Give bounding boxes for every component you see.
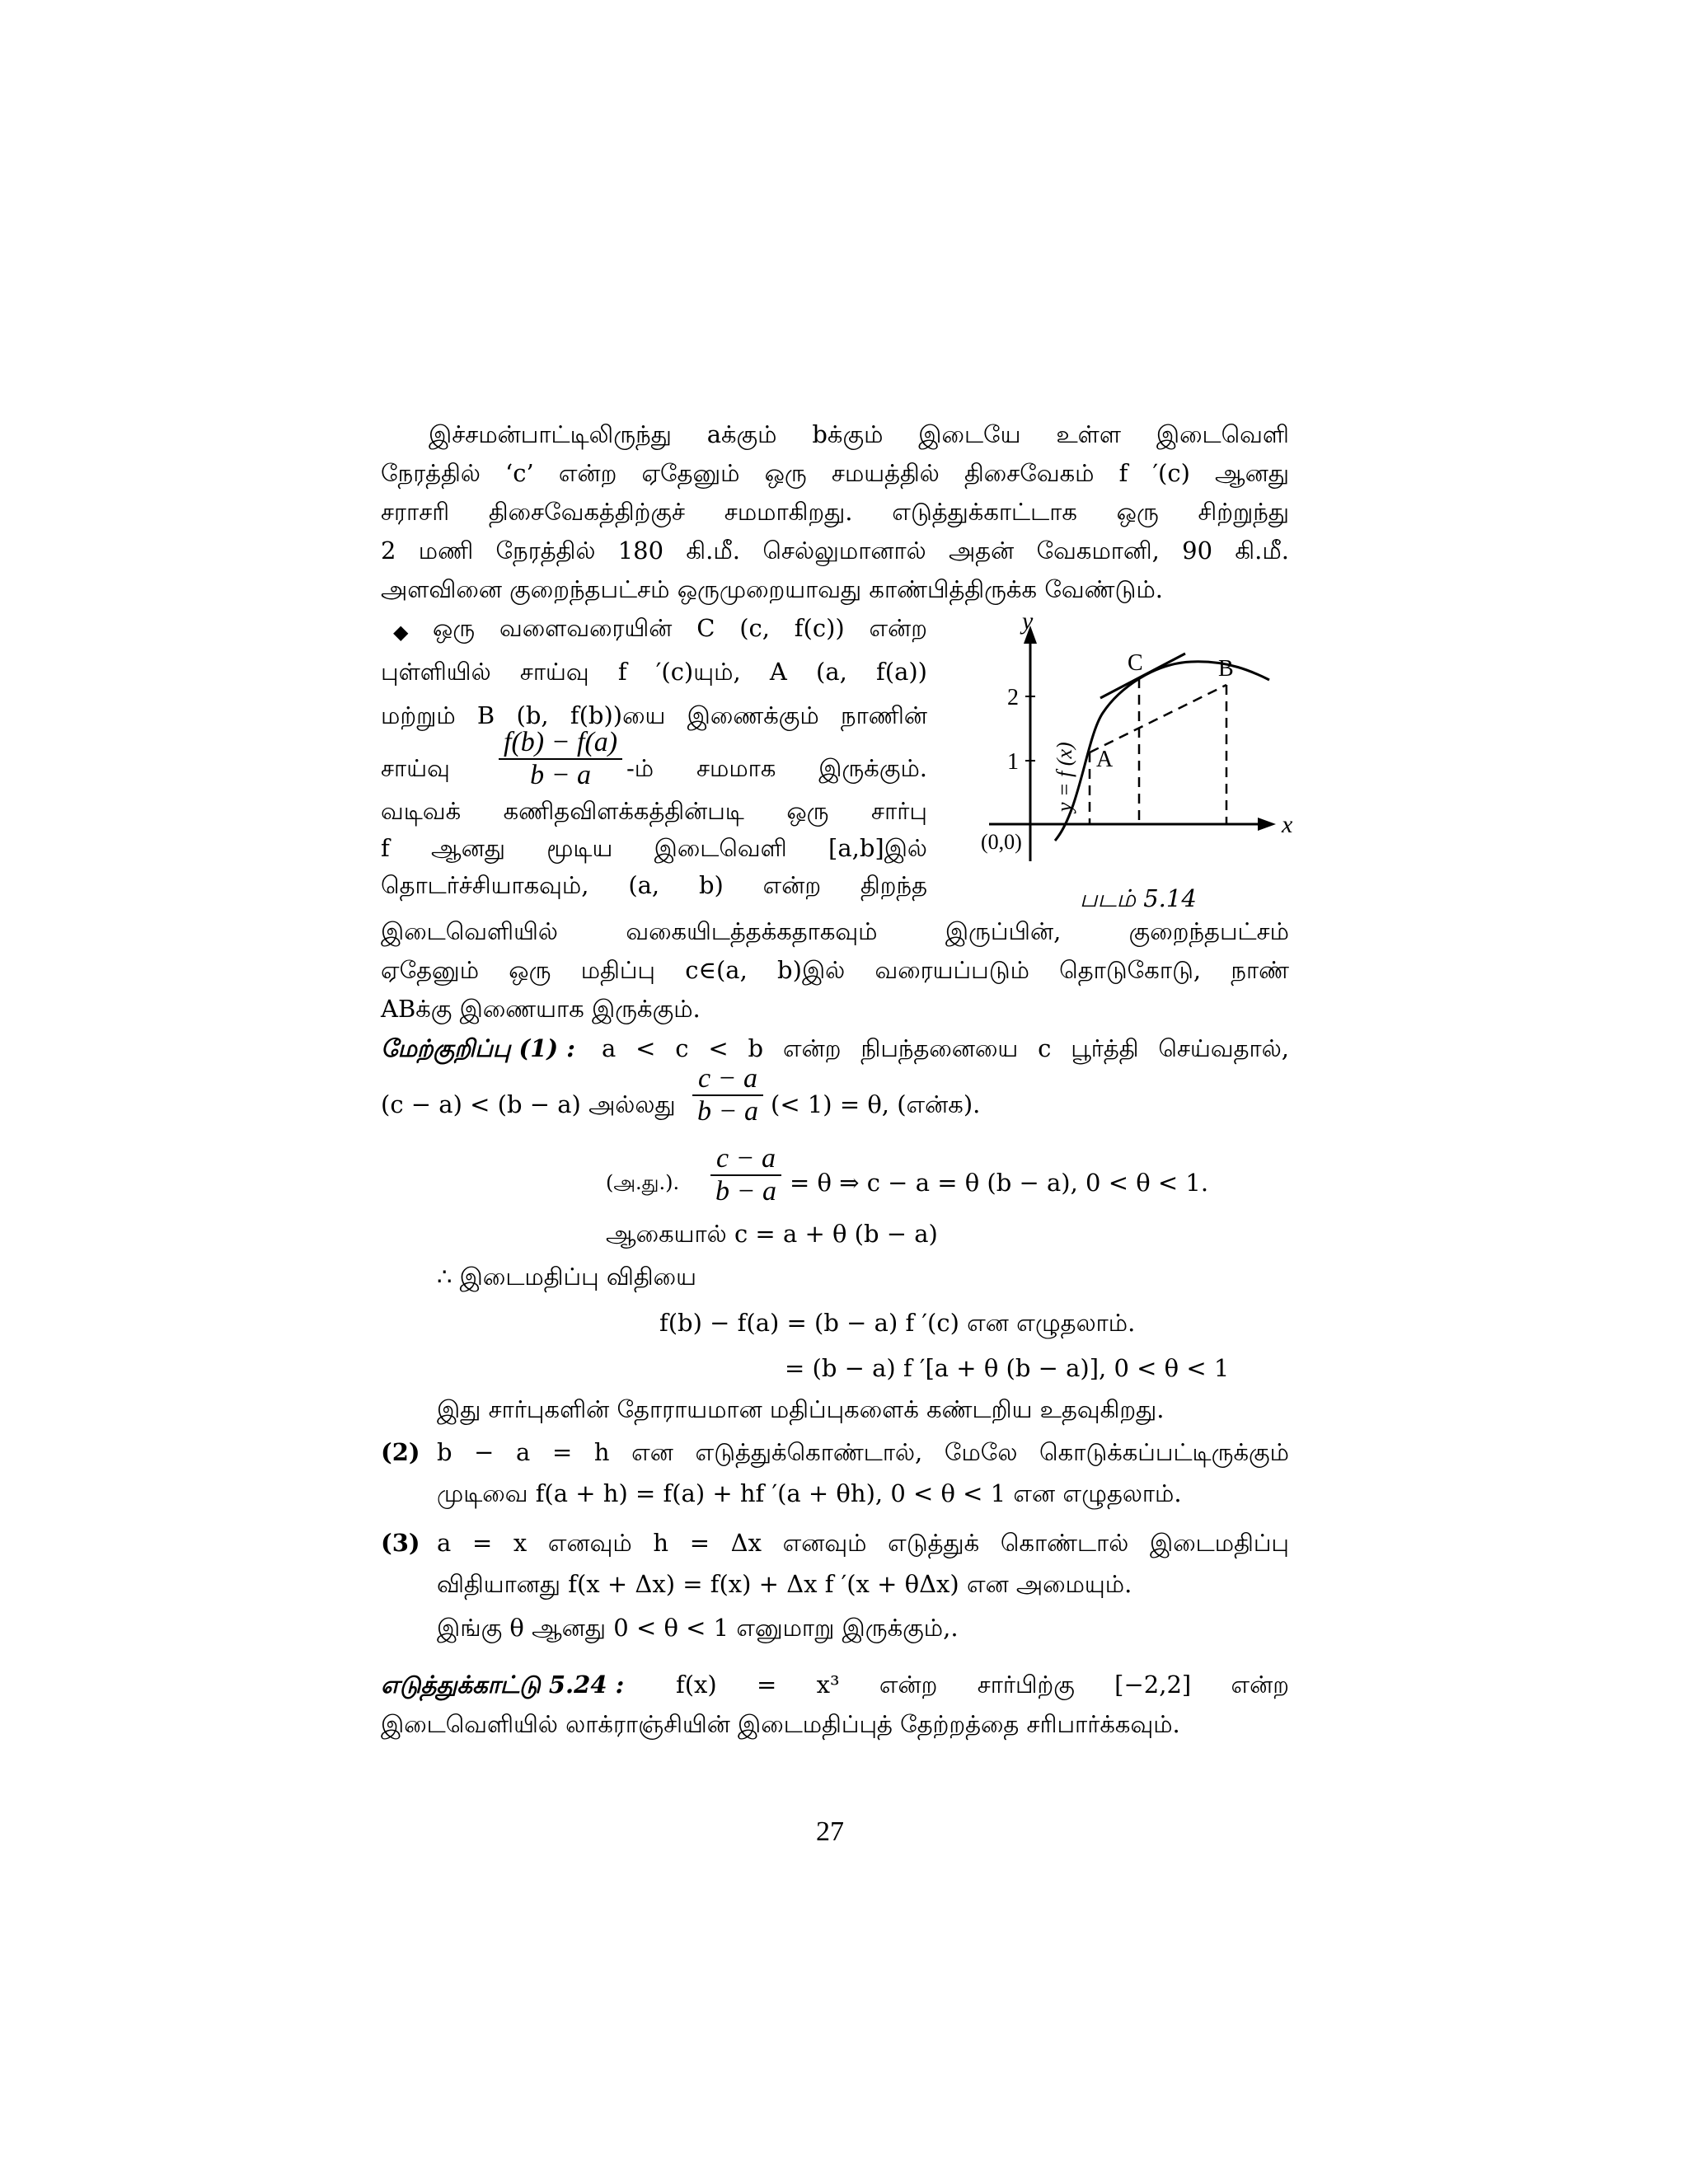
intro-line-5: அளவினை குறைந்தபட்சம் ஒருமுறையாவது காண்பித்திருக்க வேண்டும். (381, 575, 1163, 603)
bullet-line-7: தொடர்ச்சியாகவும், (a, b) என்ற திறந்த (381, 871, 927, 899)
point-c-label: C (1128, 650, 1143, 676)
remark-eq1-fraction (710, 1143, 781, 1207)
intro-line-3: சராசரி திசைவேகத்திற்குச் சமமாகிறது. எடுத்துக்காட்டாக ஒரு சிற்றுந்து (381, 498, 1289, 526)
item-3-line-2: விதியானது f(x + Δx) = f(x) + Δx f ′(x + θΔx) என அமையும். (437, 1570, 1132, 1598)
remark-fraction (692, 1063, 763, 1127)
curve-label: y = f (x) (1053, 742, 1076, 812)
bullet-line-1: ஒரு வளைவரையின் C (c, f(c)) என்ற (433, 614, 927, 642)
intro-line-1: இச்சமன்பாட்டிலிருந்து aக்கும் bக்கும் இடையே உள்ள இடைவெளி (429, 420, 1289, 448)
remark-eq1-prefix: (அ.து.). (606, 1171, 680, 1194)
item-2-number: (2) (381, 1438, 420, 1466)
remark-frac-numerator: c − a (692, 1063, 763, 1096)
y-axis-label: y (1022, 614, 1034, 635)
item-3-line-3: இங்கு θ ஆனது 0 < θ < 1 எனுமாறு இருக்கும்,. (437, 1614, 959, 1642)
tick-label-2: 2 (1007, 685, 1019, 710)
after-figure-line-2: ஏதேனும் ஒரு மதிப்பு c∈(a, b)இல் வரையப்படும் தொடுகோடு, நாண் (381, 956, 1289, 984)
remark-heading: மேற்குறிப்பு (1) : (381, 1034, 575, 1062)
remark-frac-denominator: b − a (697, 1096, 758, 1127)
bullet-frac-denominator: b − a (530, 760, 592, 790)
bullet-line-2: புள்ளியில் சாய்வு f ′(c)யும், A (a, f(a)) (381, 658, 927, 686)
example-heading: எடுத்துக்காட்டு 5.24 : (381, 1671, 625, 1699)
example-line-1: f(x) = x³ என்ற சார்பிற்கு [−2,2] என்ற (676, 1671, 1289, 1699)
bullet-line-5: வடிவக் கணிதவிளக்கத்தின்படி ஒரு சார்பு (381, 797, 927, 825)
bullet-line-6: f ஆனது மூடிய இடைவெளி [a,b]இல் (381, 834, 927, 862)
figure-caption: படம் 5.14 (1080, 884, 1197, 912)
after-figure-line-1: இடைவெளியில் வகையிடத்தக்கதாகவும் இருப்பின், குறைந்தபட்சம் (381, 917, 1289, 945)
item-3-line-1: a = x எனவும் h = Δx எனவும் எடுத்துக் கொண்டால் இடைமதிப்பு (437, 1529, 1289, 1557)
bullet-frac-numerator: f(b) − f(a) (499, 727, 622, 760)
bullet-marker: ◆ (393, 621, 409, 644)
remark-eq2: ஆகையால் c = a + θ (b − a) (606, 1220, 938, 1248)
remark-eq1-rest: = θ ⇒ c − a = θ (b − a), 0 < θ < 1. (790, 1169, 1209, 1197)
remark-therefore: ∴ இடைமதிப்பு விதியை (437, 1263, 696, 1291)
item-2-line-1: b − a = h என எடுத்துக்கொண்டால், மேலே கொடுக்கப்பட்டிருக்கும் (437, 1438, 1289, 1466)
chord-ab (1090, 685, 1226, 752)
bullet-slope-fraction (499, 727, 622, 791)
tick-label-1: 1 (1007, 749, 1019, 775)
point-b-label: B (1218, 656, 1234, 682)
intro-line-4: 2 மணி நேரத்தில் 180 கி.மீ. செல்லுமானால் அதன் வேகமானி, 90 கி.மீ. (381, 537, 1289, 565)
item-2-line-2: முடிவை f(a + h) = f(a) + hf ′(a + θh), 0 < θ < 1 என எழுதலாம். (437, 1479, 1182, 1507)
bullet-slope-word: சாய்வு (381, 754, 450, 782)
remark-eq3: f(b) − f(a) = (b − a) f ′(c) என எழுதலாம். (659, 1309, 1136, 1337)
remark-eq4: = (b − a) f ′[a + θ (b − a)], 0 < θ < 1 (785, 1354, 1230, 1382)
item-3-number: (3) (381, 1529, 420, 1557)
origin-label: (0,0) (981, 830, 1022, 854)
example-line-2: இடைவெளியில் லாக்ராஞ்சியின் இடைமதிப்புத் தேற்றத்தை சரிபார்க்கவும். (381, 1710, 1180, 1738)
remark-line-2-right: (< 1) = θ, (என்க). (771, 1090, 981, 1118)
curve-f (1055, 662, 1269, 841)
remark-eq1-denominator: b − a (715, 1176, 776, 1207)
remark-line-1: a < c < b என்ற நிபந்தனையை c பூர்த்தி செய்வதால், (602, 1034, 1289, 1062)
bullet-line-3: மற்றும் B (b, f(b))யை இணைக்கும் நாணின் (381, 701, 927, 729)
figure-mean-value-theorem (964, 614, 1311, 911)
x-axis-label: x (1282, 811, 1293, 838)
x-axis-arrow (1258, 818, 1276, 831)
point-a-label: A (1096, 747, 1114, 772)
bullet-after-fraction: -ம் சமமாக இருக்கும். (626, 754, 927, 782)
remark-line-2-left: (c − a) < (b − a) அல்லது (381, 1090, 676, 1118)
intro-line-2: நேரத்தில் ‘c’ என்ற ஏதேனும் ஒரு சமயத்தில் திசைவேகம் f ′(c) ஆனது (381, 459, 1289, 487)
page-number: 27 (816, 1816, 844, 1847)
after-figure-line-3: ABக்கு இணையாக இருக்கும். (381, 995, 701, 1023)
remark-eq1-numerator: c − a (710, 1143, 781, 1176)
remark-conclusion: இது சார்புகளின் தோராயமான மதிப்புகளைக் கண்டறிய உதவுகிறது. (437, 1395, 1165, 1423)
